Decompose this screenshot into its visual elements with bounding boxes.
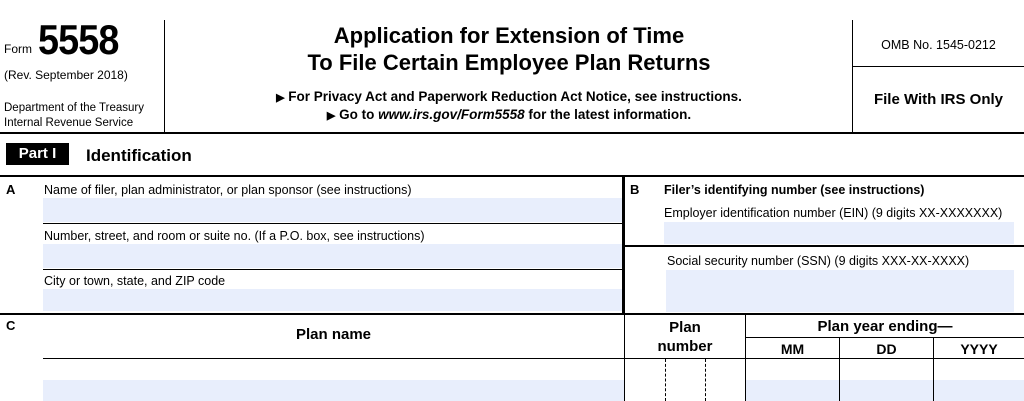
section-c-top-rule <box>0 313 1024 315</box>
section-a-letter: A <box>6 182 16 197</box>
plan-year-subrule <box>746 337 1024 338</box>
department-line-1: Department of the Treasury <box>4 102 144 114</box>
arrow-right-icon: ▶ <box>276 92 285 104</box>
arrow-right-icon: ▶ <box>326 110 336 122</box>
omb-number: OMB No. 1545-0212 <box>881 38 996 52</box>
privacy-notice <box>166 89 852 104</box>
plan-year-dd-field[interactable] <box>840 380 933 401</box>
plan-number-field[interactable] <box>625 359 745 401</box>
privacy-notice-text: For Privacy Act and Paperwork Reduction Act Notice, see instructions. <box>288 89 742 104</box>
section-c-letter: C <box>6 318 16 333</box>
plan-number-digit-divider-1 <box>665 359 666 401</box>
section-b-letter: B <box>630 182 640 197</box>
ein-ssn-divider <box>624 245 1024 247</box>
plan-number-header-1: Plan <box>669 319 701 336</box>
street-address-label: Number, street, and room or suite no. (If a P.O. box, see instructions) <box>44 229 425 243</box>
ssn-label: Social security number (SSN) (9 digits XXX-XX-XXXX) <box>667 254 970 268</box>
dd-header: DD <box>876 341 897 357</box>
irs-website-link[interactable]: www.irs.gov/Form5558 <box>378 107 525 122</box>
filer-name-label: Name of filer, plan administrator, or plan sponsor (see instructions) <box>44 183 412 197</box>
form-title-line-1: Application for Extension of Time <box>333 23 685 48</box>
plan-number-header-2: number <box>657 338 713 355</box>
website-notice-prefix: Go to <box>339 107 379 122</box>
header-omb-divider <box>853 66 1024 67</box>
filer-id-title: Filer’s identifying number (see instructions) <box>664 183 925 197</box>
street-address-field[interactable] <box>43 244 622 268</box>
header-bottom-rule <box>0 132 1024 134</box>
ein-label: Employer identification number (EIN) (9 digits XX-XXXXXXX) <box>664 206 1003 220</box>
plan-name-header: Plan name <box>295 326 372 343</box>
part-1-title: Identification <box>86 146 192 165</box>
ein-field[interactable] <box>664 222 1014 244</box>
ssn-field[interactable] <box>666 270 1014 312</box>
filer-name-rule <box>43 223 624 224</box>
yyyy-header: YYYY <box>960 341 998 357</box>
plan-name-field[interactable] <box>43 380 624 401</box>
city-state-zip-label: City or town, state, and ZIP code <box>44 274 226 288</box>
plan-year-yyyy-field[interactable] <box>934 380 1024 401</box>
city-state-zip-field[interactable] <box>43 289 622 311</box>
section-c-header-bottom-rule <box>43 358 1024 359</box>
mm-header: MM <box>780 341 805 357</box>
part-1-badge: Part I <box>6 143 69 165</box>
form-title-line-2: To File Certain Employee Plan Returns <box>307 50 711 75</box>
part-1-rule <box>0 175 1024 177</box>
plan-year-mm-field[interactable] <box>746 380 839 401</box>
file-with-irs: File With IRS Only <box>873 91 1004 108</box>
department-line-2: Internal Revenue Service <box>4 117 134 129</box>
plan-year-ending-header: Plan year ending— <box>817 318 953 335</box>
website-notice-suffix: for the latest information. <box>524 107 692 122</box>
form-number: 5558 <box>38 16 119 63</box>
website-notice <box>166 107 852 122</box>
header-divider-left <box>164 20 165 133</box>
street-address-rule <box>43 269 624 270</box>
header-divider-right <box>852 20 853 133</box>
revision-date: (Rev. September 2018) <box>4 68 128 82</box>
form-word: Form <box>4 42 32 56</box>
filer-name-field[interactable] <box>43 198 622 222</box>
plan-number-digit-divider-2 <box>705 359 706 401</box>
